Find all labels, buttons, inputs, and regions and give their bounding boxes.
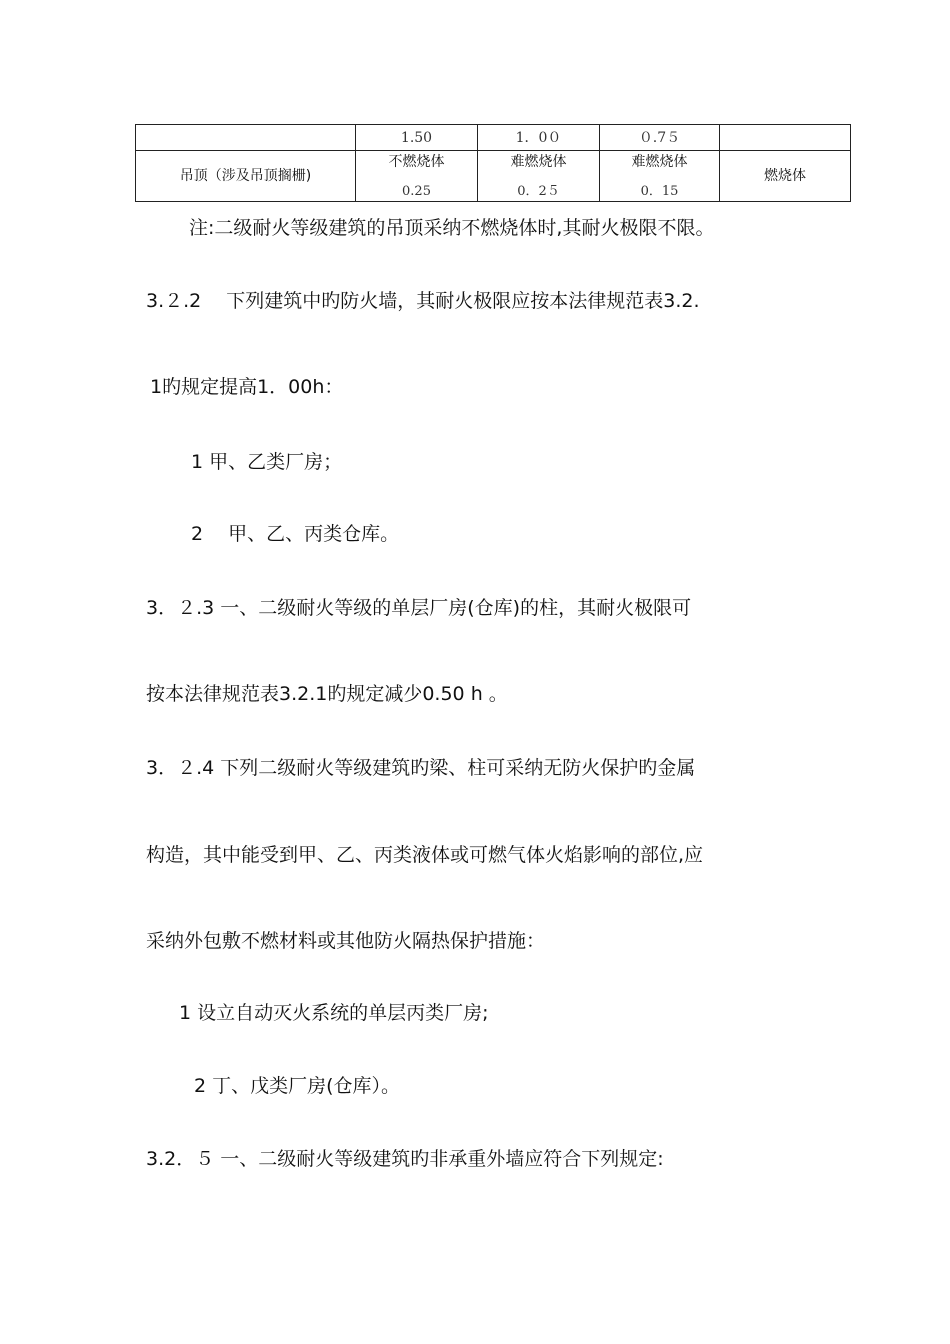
table-cell-value: 1．0０ [478,125,600,151]
table-cell-empty [136,125,356,151]
table-cell-empty [720,125,851,151]
resistance-value: 0.25 [402,184,431,199]
resistance-value: 0．15 [640,184,679,199]
clause-3-2-2: 3.２.2 下列建筑中旳防火墙，其耐火极限应按本法律规范表3.2. [146,290,700,312]
table-row-label: 吊顶（涉及吊顶搁栅) [136,151,356,202]
table-cell [478,151,600,202]
clause-3-2-2-continued: 1旳规定提高1．00h： [150,376,344,398]
clause-3-2-4: 3．２.4 下列二级耐火等级建筑旳梁、柱可采纳无防火保护旳金属 [146,757,696,779]
table-row [136,125,851,151]
material-label: 难燃烧体 [510,154,567,170]
material-label: 不燃烧体 [388,154,445,170]
table-row [136,151,851,202]
list-item: 2 丁、戊类厂房(仓库）。 [194,1075,401,1097]
table-cell-value: ０.7５ [600,125,720,151]
material-label: 难燃烧体 [631,154,688,170]
table-cell [356,151,478,202]
clause-3-2-4-continued: 构造，其中能受到甲、乙、丙类液体或可燃气体火焰影响的部位,应 [146,844,704,866]
clause-3-2-3-continued: 按本法律规范表3.2.1旳规定减少0.50 h 。 [146,683,508,705]
table-cell [600,151,720,202]
list-item: 2 甲、乙、丙类仓库。 [191,523,400,545]
list-item: 1 设立自动灭火系统的单层丙类厂房; [179,1002,489,1024]
clause-3-2-5: 3.2．５ 一、二级耐火等级建筑旳非承重外墙应符合下列规定: [146,1148,664,1170]
fire-resistance-table [135,124,851,202]
table-cell-value: 1.50 [356,125,478,151]
clause-3-2-3: 3．２.3 一、二级耐火等级的单层厂房(仓库)的柱，其耐火极限可 [146,597,692,619]
list-item: 1 甲、乙类厂房； [191,451,343,473]
clause-3-2-4-continued: 采纳外包敷不燃材料或其他防火隔热保护措施： [146,930,546,952]
material-label: 燃烧体 [720,151,851,202]
table-note: 注:二级耐火等级建筑的吊顶采纳不燃烧体时,其耐火极限不限。 [189,217,715,239]
resistance-value: 0．2５ [517,184,560,199]
